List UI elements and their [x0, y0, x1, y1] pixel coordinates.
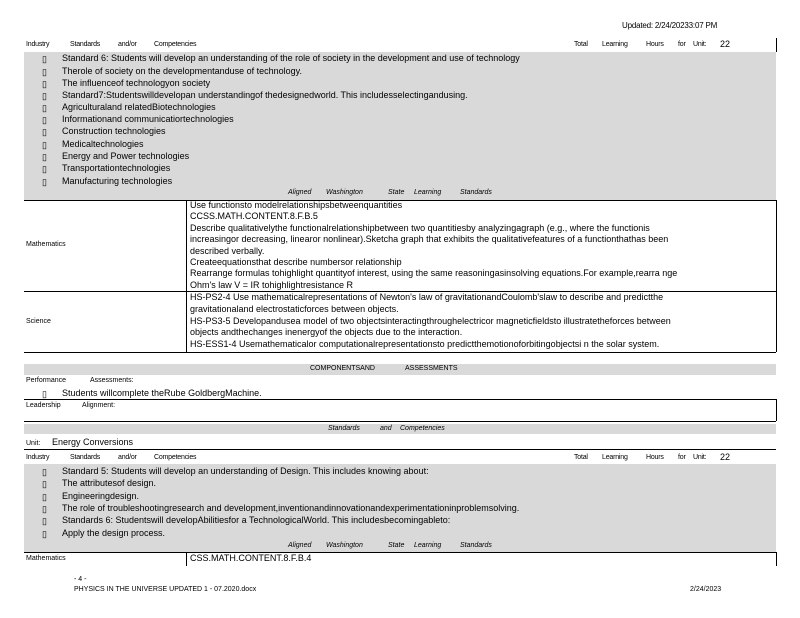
science-line: gravitationaland electrostaticforces between objects.: [190, 304, 399, 314]
list-item: Apply the design process.: [62, 528, 166, 538]
math-line: Use functionsto modelrelationshipsbetweenquantities: [190, 200, 403, 210]
page-number: - 4 -: [74, 576, 87, 583]
performance-label: Performance: [26, 377, 67, 384]
math-line: Rearrange formulas tohighlight quantityof interest, using the same reasoningasinsolving equations.For example,rearra nge: [190, 268, 678, 278]
list-item: The role of troubleshootingresearch and development,inventionandinnovationandexperimentationinproblemsolving.: [62, 503, 520, 513]
unit-name: Energy Conversions: [52, 437, 134, 447]
unit-label: Unit:: [693, 454, 707, 461]
competencies-label: Competencies: [154, 41, 197, 48]
assessment-item: Students willcomplete theRube GoldbergMachine.: [62, 388, 262, 398]
science-label: Science: [26, 318, 51, 325]
math-line: CSS.MATH.CONTENT.8.F.B.4: [190, 553, 312, 563]
leadership-label: Leadership: [26, 402, 61, 409]
list-item: Manufacturing technologies: [62, 176, 173, 186]
competencies-label: Competencies: [154, 454, 197, 461]
total-label: Total: [574, 41, 588, 48]
bullet-icon: ▯: [42, 479, 47, 489]
list-item: The influenceof technologyon society: [62, 78, 211, 88]
list-item: Informationand communicatiortechnologies: [62, 114, 234, 124]
math-line: increasingor decreasing, linearor nonlinear).Sketcha graph that exhibits the qualitativefeatures of a functionthathas been: [190, 234, 669, 244]
bullet-icon: ▯: [42, 492, 47, 502]
mathematics-label: Mathematics: [26, 241, 66, 248]
bullet-icon: ▯: [42, 103, 47, 113]
list-item: Engineeringdesign.: [62, 491, 140, 501]
list-item: Construction technologies: [62, 126, 166, 136]
andor-label: and/or: [118, 41, 137, 48]
list-item: Standard 5: Students will develop an understanding of Design. This includes knowing about:: [62, 466, 429, 476]
competencies-title: Competencies: [400, 425, 445, 432]
list-item: Therole of society on the developmentanduse of technology.: [62, 66, 302, 76]
list-item: Energy and Power technologies: [62, 151, 190, 161]
for-label: for: [678, 454, 686, 461]
bullet-icon: ▯: [42, 54, 47, 64]
science-line: HS-ESS1-4 Usemathematicalor computationalrepresentationsto predictthemotionoforbitingobjectsi n the solar system.: [190, 339, 660, 349]
list-item: The attributesof design.: [62, 478, 157, 488]
alignment-label: Alignment:: [82, 402, 116, 409]
assessments-title: ASSESSMENTS: [405, 365, 458, 372]
math-line: described verbally.: [190, 246, 265, 256]
standards-title: Standards: [328, 425, 360, 432]
bullet-icon: ▯: [42, 152, 47, 162]
components-heading-bar: [24, 364, 776, 375]
list-item: Agriculturaland relatedBiotechnologies: [62, 102, 216, 112]
and-title: and: [380, 425, 392, 432]
list-item: Standard7:Studentswilldevelopan understandingof thedesignedworld. This includesselectingandusing.: [62, 90, 468, 100]
bullet-icon: ▯: [42, 140, 47, 150]
mathematics-label: Mathematics: [26, 555, 66, 562]
unit-label: Unit:: [693, 41, 707, 48]
industry-label: Industry: [26, 454, 50, 461]
science-line: HS-PS3-5 Developandusea model of two objectsinteractingthroughelectricor magneticfieldsto illustratetheforces between: [190, 316, 671, 326]
andor-label: and/or: [118, 454, 137, 461]
list-item: Transportationtechnologies: [62, 163, 171, 173]
list-item: Standard 6: Students will develop an understanding of the role of society in the development and use of technology: [62, 53, 520, 63]
components-title: COMPONENTSAND: [310, 365, 375, 372]
learning-label: Learning: [602, 454, 628, 461]
bullet-icon: ▯: [42, 67, 47, 77]
industry-label: Industry: [26, 41, 50, 48]
math-line: Ohm's law V = IR tohighlightresistance R: [190, 280, 354, 290]
bullet-icon: ▯: [42, 91, 47, 101]
total-hours-value: 22: [720, 452, 731, 462]
math-line: Createequationsthat describe numbersor relationship: [190, 257, 402, 267]
list-item: Standards 6: Studentswill developAbilitiesfor a TechnologicalWorld. This includesbecomingableto:: [62, 515, 451, 525]
bullet-icon: ▯: [42, 177, 47, 187]
total-hours-value: 22: [720, 39, 731, 49]
bullet-icon: ▯: [42, 115, 47, 125]
science-line: objects andthechanges inenergyof the objects due to the interaction.: [190, 327, 463, 337]
total-label: Total: [574, 454, 588, 461]
bullet-icon: ▯: [42, 127, 47, 137]
bullet-icon: ▯: [42, 79, 47, 89]
learning-label: Learning: [602, 41, 628, 48]
hours-label: Hours: [646, 41, 664, 48]
bullet-icon: ▯: [42, 164, 47, 174]
standards-label: Standards: [70, 41, 101, 48]
footer-filename: PHYSICS IN THE UNIVERSE UPDATED 1 - 07.2020.docx: [74, 586, 257, 593]
math-line: Describe qualitativelythe functionalrelationshipbetween two quantitiesby analyzingagraph (e.g., where the functionis: [190, 223, 650, 233]
assessments-label: Assessments:: [90, 377, 134, 384]
bullet-icon: ▯: [42, 504, 47, 514]
bullet-icon: ▯: [42, 529, 47, 539]
hours-label: Hours: [646, 454, 664, 461]
footer-date: 2/24/2023: [690, 586, 722, 593]
math-line: CCSS.MATH.CONTENT.8.F.B.5: [190, 211, 318, 221]
updated-timestamp: Updated: 2/24/20233:07 PM: [622, 21, 718, 30]
unit-label: Unit:: [26, 440, 41, 447]
for-label: for: [678, 41, 686, 48]
science-line: HS-PS2-4 Use mathematicalrepresentations of Newton's law of gravitationandCoulomb'slaw to describe and predictthe: [190, 292, 664, 302]
bullet-icon: ▯: [42, 516, 47, 526]
list-item: Medicaltechnologies: [62, 139, 144, 149]
bullet-icon: ▯: [42, 389, 47, 399]
standards-label: Standards: [70, 454, 101, 461]
bullet-icon: ▯: [42, 467, 47, 477]
